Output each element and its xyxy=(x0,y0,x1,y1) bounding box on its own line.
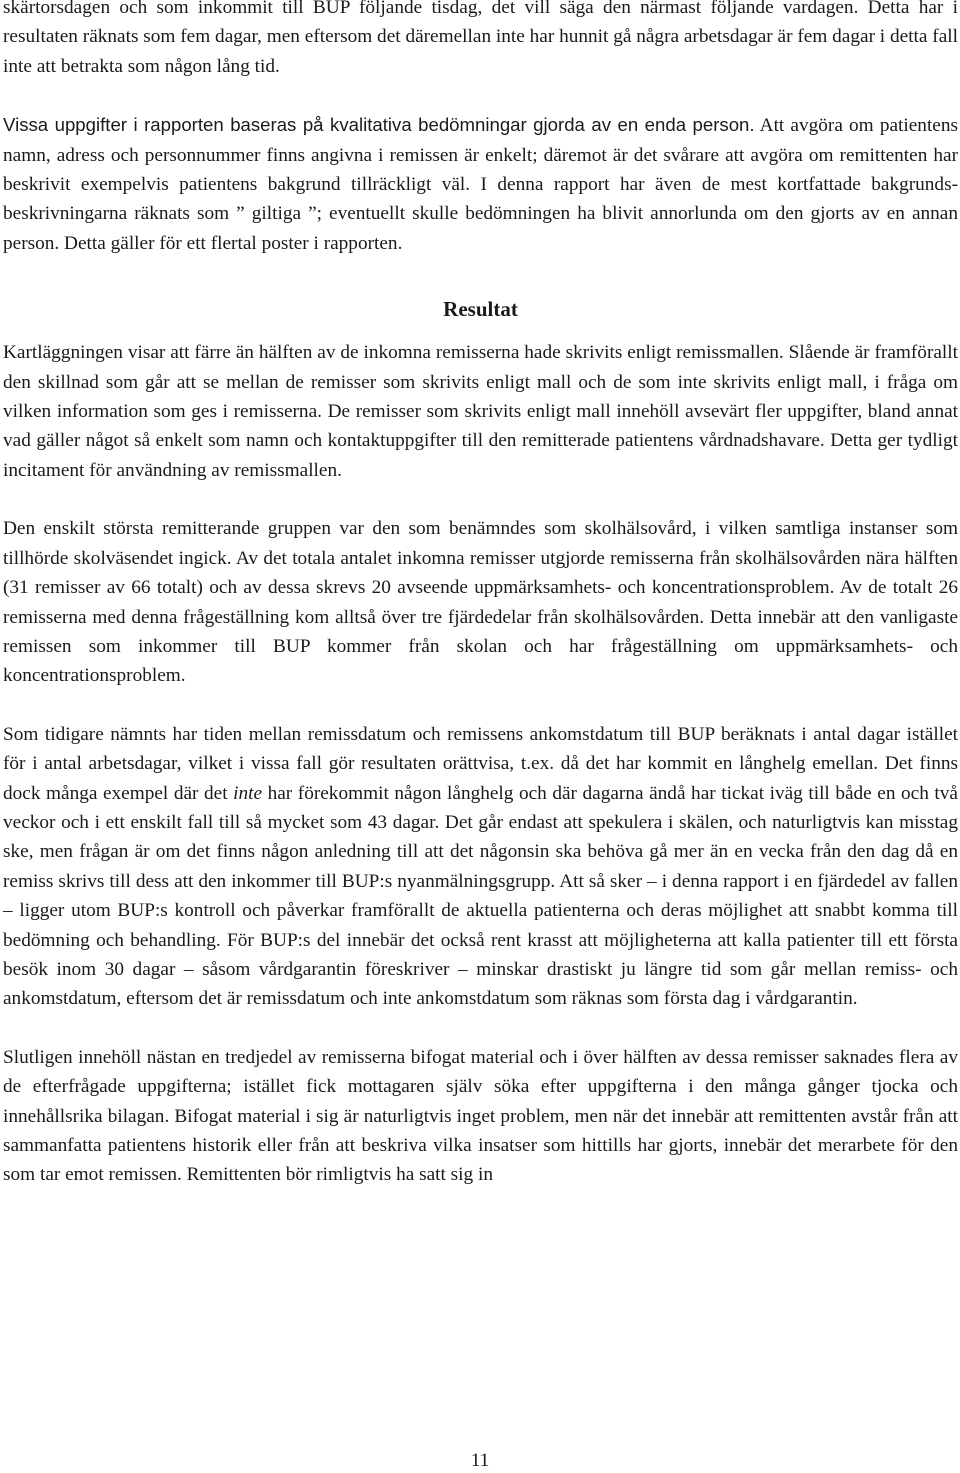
paragraph-template-usage: Kartläggningen visar att färre än hälften av de inkomna remisserna hade skrivits enligt remissmallen. Slående är framförallt den skillnad som går att se mellan de remisser som skrivits enligt mall och de som inte skrivits enligt mall, i fråga om vilken information som ges i remisserna. De remisser som skrivits enligt mall innehöll avsevärt fler uppgifter, bland annat vad gäller något så enkelt som namn och kontaktuppgifter till den remitterade patientens vårdnadshavare. Detta ger tydligt incitament för användning av remissmallen. xyxy=(3,342,958,481)
paragraph-qualitative-rest: Att avgöra om patientens namn, adress och personnummer finns angivna i remissen är enkelt; däremot är det svårare att avgöra om remittenten har beskrivit exempelvis patientens bakgrund tillräckligt väl. I denna rapport har även de mest kortfattade bakgrunds-beskrivningarna räknats som ” giltiga ”; eventuellt skulle bedömningen ha blivit annorlunda om den gjorts av en annan person. Detta gäller för ett flertal poster i rapporten. xyxy=(3,115,959,254)
page-number: 11 xyxy=(470,1450,490,1471)
section-heading-resultat: Resultat xyxy=(443,297,518,322)
emphasis-inte: inte xyxy=(233,782,263,804)
paragraph-attachments: Slutligen innehöll nästan en tredjedel av remisserna bifogat material och i över hälften av dessa remisser saknades flera av de efterfrågade uppgifterna; istället fick mottagaren själv söka efter uppgifterna i den många gånger tjocka och innehållsrika bilagan. Bifogat material i sig är naturligtvis inget problem, men när det innebär att remittenten avstår från att sammanfatta patientens historik eller från att beskriva vilka insatser som hittills har gjorts, innebär det merarbete för den som tar emot remissen. Remittenten bör rimligtvis ha satt sig in xyxy=(3,1046,958,1186)
paragraph-school-health: Den enskilt största remitterande gruppen var den som benämndes som skolhälsovård, i vilken samtliga instanser som tillhörde skolväsendet ingick. Av det totala antalet inkomna remisser utgjorde remisserna från skolhälsovården nära hälften (31 remisser av 66 totalt) och av dessa skrevs 20 avseende uppmärksamhets- och koncentrationsproblem. Av de totalt 26 remisserna med denna frågeställning kom alltså över tre fjärdedelar från skolhälsovården. Detta innebär att den vanligaste remissen som inkommer till BUP kommer från skolan och har frågeställning om uppmärksamhets- och koncentrationsproblem. xyxy=(3,518,958,687)
paragraph-weekend-delay: skärtorsdagen och som inkommit till BUP följande tisdag, det vill säga den närmast följande vardagen. Detta har i resultaten räknats som fem dagar, men eftersom det däremellan inte har hunnit gå några arbetsdagar är fem dagar i detta fall inte att betrakta som någon lång tid. xyxy=(3,0,958,77)
document-page xyxy=(3,0,958,1190)
paragraph-referral-time-part-b: har förekommit någon långhelg och där dagarna ändå har tickat iväg till både en och två veckor och i ett enskilt fall till så mycket som 43 dagar. Det går endast att spekulera i skälen, och naturligtvis kan misstag ske, men frågan är om det finns någon anledning till att det någonsin ska behöva gå mer än en vecka från den dag då en remiss skrivs till dess att den inkommer till BUP:s nyanmälningsgrupp. Att så sker – i denna rapport i en fjärdedel av fallen – ligger utom BUP:s kontroll och påverkar framförallt de aktuella patienterna och deras möjlighet att snabbt komma till bedömning och behandling. För BUP:s del innebär det också rent krasst att möjligheterna att kalla patienter till ett första besök inom 30 dagar – såsom vårdgarantin föreskriver – minskar drastiskt ju längre tid som går mellan remiss- och ankomstdatum, eftersom det är remissdatum och inte ankomstdatum som räknas som första dag i vårdgarantin. xyxy=(3,782,958,1010)
paragraph-qualitative-assessments xyxy=(3,110,958,258)
paragraph-referral-time xyxy=(3,720,958,1014)
sans-sentence: Vissa uppgifter i rapporten baseras på kvalitativa bedömningar gjorda av en enda person. xyxy=(3,114,755,136)
paragraph-referral-time-part-a: Som tidigare nämnts har tiden mellan remissdatum och remissens ankomstdatum till BUP beräknats i antal dagar istället för i antal arbetsdagar, vilket i vissa fall gör resultaten orättvisa, t.ex. då det har kommit en långhelg emellan. Det finns dock många exempel där det xyxy=(3,723,958,804)
